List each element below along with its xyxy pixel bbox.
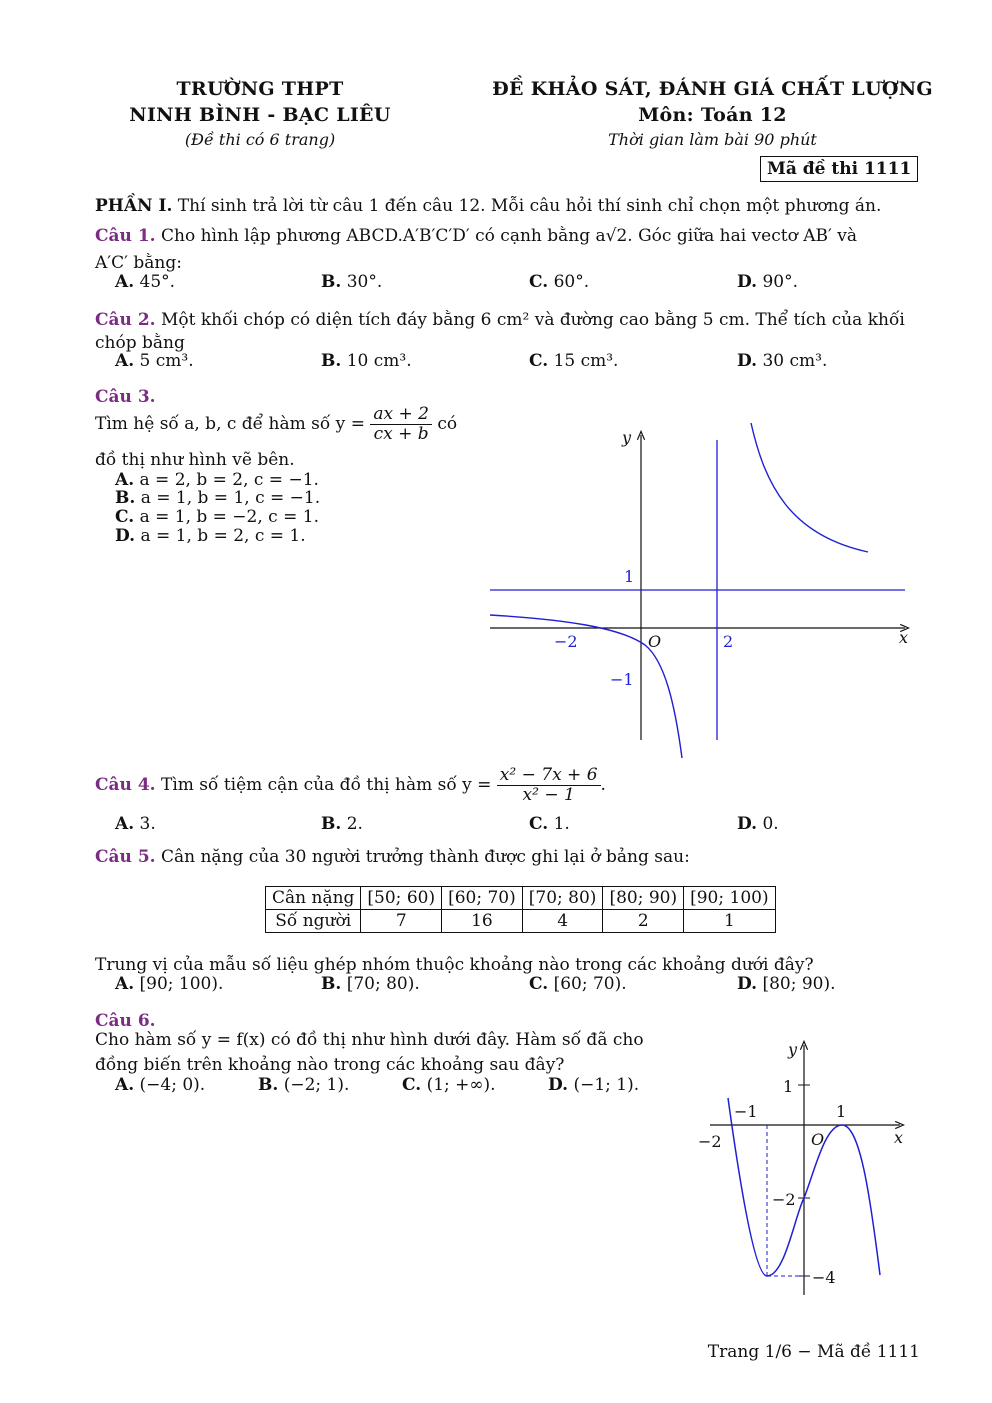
q2-option-c[interactable]: C. 15 cm³. — [529, 351, 619, 371]
q6-option-d[interactable]: D. (−1; 1). — [548, 1075, 640, 1095]
table-cell: 1 — [684, 910, 775, 933]
q1-option-b[interactable]: B. 30°. — [321, 272, 383, 292]
q4-frac-den: x² − 1 — [522, 785, 575, 805]
q6-label-neg-two-y: −2 — [772, 1190, 796, 1209]
q5-label: Câu 5. — [95, 847, 156, 867]
q3-x-label: x — [899, 628, 909, 647]
q6-text-a: Cho hàm số y = f(x) có đồ thị như hình dưới đây. Hàm số đã cho — [95, 1030, 644, 1050]
q6-label-neg-four: −4 — [812, 1268, 836, 1287]
table-cell: [80; 90) — [603, 887, 684, 910]
q4-text-before: Tìm số tiệm cận của đồ thị hàm số y = — [160, 775, 492, 795]
q2-option-d[interactable]: D. 30 cm³. — [737, 351, 828, 371]
part1-title: PHẦN I. — [95, 196, 173, 216]
exam-time: Thời gian làm bài 90 phút — [608, 130, 817, 149]
table-cell: [60; 70) — [442, 887, 523, 910]
q4-option-d[interactable]: D. 0. — [737, 814, 779, 834]
q3-text-b: đồ thị như hình vẽ bên. — [95, 450, 295, 470]
q1-option-d[interactable]: D. 90°. — [737, 272, 799, 292]
pages-note: (Đề thi có 6 trang) — [184, 130, 336, 149]
q3-option-d[interactable]: D. a = 1, b = 2, c = 1. — [115, 526, 306, 546]
q6-option-c[interactable]: C. (1; +∞). — [402, 1075, 496, 1095]
q3-label-neg-one: −1 — [610, 670, 634, 689]
q3-label: Câu 3. — [95, 387, 156, 407]
q3-frac-den: cx + b — [373, 424, 429, 444]
q1-text-b: A′C′ bằng: — [95, 253, 182, 273]
q5-text: Cân nặng của 30 người trưởng thành được ghi lại ở bảng sau: — [160, 847, 690, 867]
q5-option-d[interactable]: D. [80; 90). — [737, 974, 836, 994]
table-cell: 7 — [361, 910, 442, 933]
q2-label: Câu 2. — [95, 310, 156, 330]
school-name-line2: NINH BÌNH - BẠC LIÊU — [129, 104, 391, 126]
q3-y-label: y — [622, 428, 632, 447]
q4-text-after: . — [600, 775, 606, 795]
q3-label-one: 1 — [624, 567, 635, 586]
q2-text-b: chóp bằng — [95, 333, 185, 353]
q2-text-a: Một khối chóp có diện tích đáy bằng 6 cm² và đường cao bằng 5 cm. Thể tích của khối — [160, 310, 905, 330]
q3-option-b[interactable]: B. a = 1, b = 1, c = −1. — [115, 488, 321, 508]
q3-origin: O — [648, 632, 662, 651]
q1-text-a: Cho hình lập phương ABCD.A′B′C′D′ có cạnh bằng a√2. Góc giữa hai vectơ AB′ và — [160, 226, 858, 246]
q5-option-b[interactable]: B. [70; 80). — [321, 974, 420, 994]
q6-label: Câu 6. — [95, 1011, 156, 1031]
q3-label-two: 2 — [723, 632, 734, 651]
q1-option-c[interactable]: C. 60°. — [529, 272, 590, 292]
q4-option-a[interactable]: A. 3. — [115, 814, 156, 834]
q5-data-table — [265, 886, 776, 933]
q4-fraction — [497, 766, 601, 805]
question-5 — [95, 848, 925, 867]
q6-option-a[interactable]: A. (−4; 0). — [115, 1075, 206, 1095]
q6-option-b[interactable]: B. (−2; 1). — [258, 1075, 350, 1095]
q6-x-label: x — [894, 1128, 904, 1147]
q6-label-neg-two: −2 — [698, 1132, 722, 1151]
q6-y-label: y — [788, 1040, 798, 1059]
table-cell: [90; 100) — [684, 887, 775, 910]
q4-option-c[interactable]: C. 1. — [529, 814, 570, 834]
q3-text-before: Tìm hệ số a, b, c để hàm số y = — [95, 414, 365, 434]
q4-label: Câu 4. — [95, 775, 156, 795]
q5-question: Trung vị của mẫu số liệu ghép nhóm thuộc khoảng nào trong các khoảng dưới đây? — [95, 955, 814, 975]
exam-title: ĐỀ KHẢO SÁT, ĐÁNH GIÁ CHẤT LƯỢNG — [492, 78, 933, 100]
q4-frac-num: x² − 7x + 6 — [497, 766, 601, 786]
table-cell: 4 — [522, 910, 603, 933]
q5-option-c[interactable]: C. [60; 70). — [529, 974, 627, 994]
table-cell: [50; 60) — [361, 887, 442, 910]
q3-label-neg-two: −2 — [554, 632, 578, 651]
part1-instruction — [95, 197, 925, 216]
table-cell: Số người — [266, 910, 361, 933]
q2-option-b[interactable]: B. 10 cm³. — [321, 351, 412, 371]
table-row — [266, 887, 776, 910]
q3-curve-right — [751, 423, 868, 552]
table-cell: 16 — [442, 910, 523, 933]
q5-option-a[interactable]: A. [90; 100). — [115, 974, 224, 994]
q3-option-a[interactable]: A. a = 2, b = 2, c = −1. — [115, 470, 319, 490]
question-4 — [95, 766, 795, 805]
table-cell: 2 — [603, 910, 684, 933]
q1-option-a[interactable]: A. 45°. — [115, 272, 176, 292]
question-1 — [95, 227, 925, 246]
q3-option-c[interactable]: C. a = 1, b = −2, c = 1. — [115, 507, 319, 527]
table-cell: Cân nặng — [266, 887, 361, 910]
table-row — [266, 910, 776, 933]
q3-frac-num: ax + 2 — [370, 405, 432, 425]
page-footer: Trang 1/6 − Mã đề 1111 — [707, 1342, 920, 1362]
q6-graph — [690, 1035, 920, 1300]
q3-fraction — [370, 405, 432, 444]
q3-graph — [480, 415, 920, 760]
q6-origin: O — [811, 1130, 825, 1149]
q1-label: Câu 1. — [95, 226, 156, 246]
table-cell: [70; 80) — [522, 887, 603, 910]
question-2 — [95, 311, 925, 330]
q6-label-one-y: 1 — [783, 1077, 794, 1096]
q6-text-b: đồng biến trên khoảng nào trong các khoảng sau đây? — [95, 1055, 565, 1075]
part1-text: Thí sinh trả lời từ câu 1 đến câu 12. Mỗi câu hỏi thí sinh chỉ chọn một phương án. — [177, 196, 882, 216]
q3-text-line1 — [95, 405, 475, 444]
school-name-line1: TRƯỜNG THPT — [176, 78, 344, 100]
q2-option-a[interactable]: A. 5 cm³. — [115, 351, 194, 371]
exam-code-box: Mã đề thi 1111 — [760, 156, 918, 182]
q4-option-b[interactable]: B. 2. — [321, 814, 363, 834]
q3-text-after: có — [437, 414, 458, 434]
q6-label-neg-one: −1 — [734, 1102, 758, 1121]
exam-subject: Môn: Toán 12 — [638, 104, 787, 126]
q6-label-one-x: 1 — [836, 1102, 847, 1121]
